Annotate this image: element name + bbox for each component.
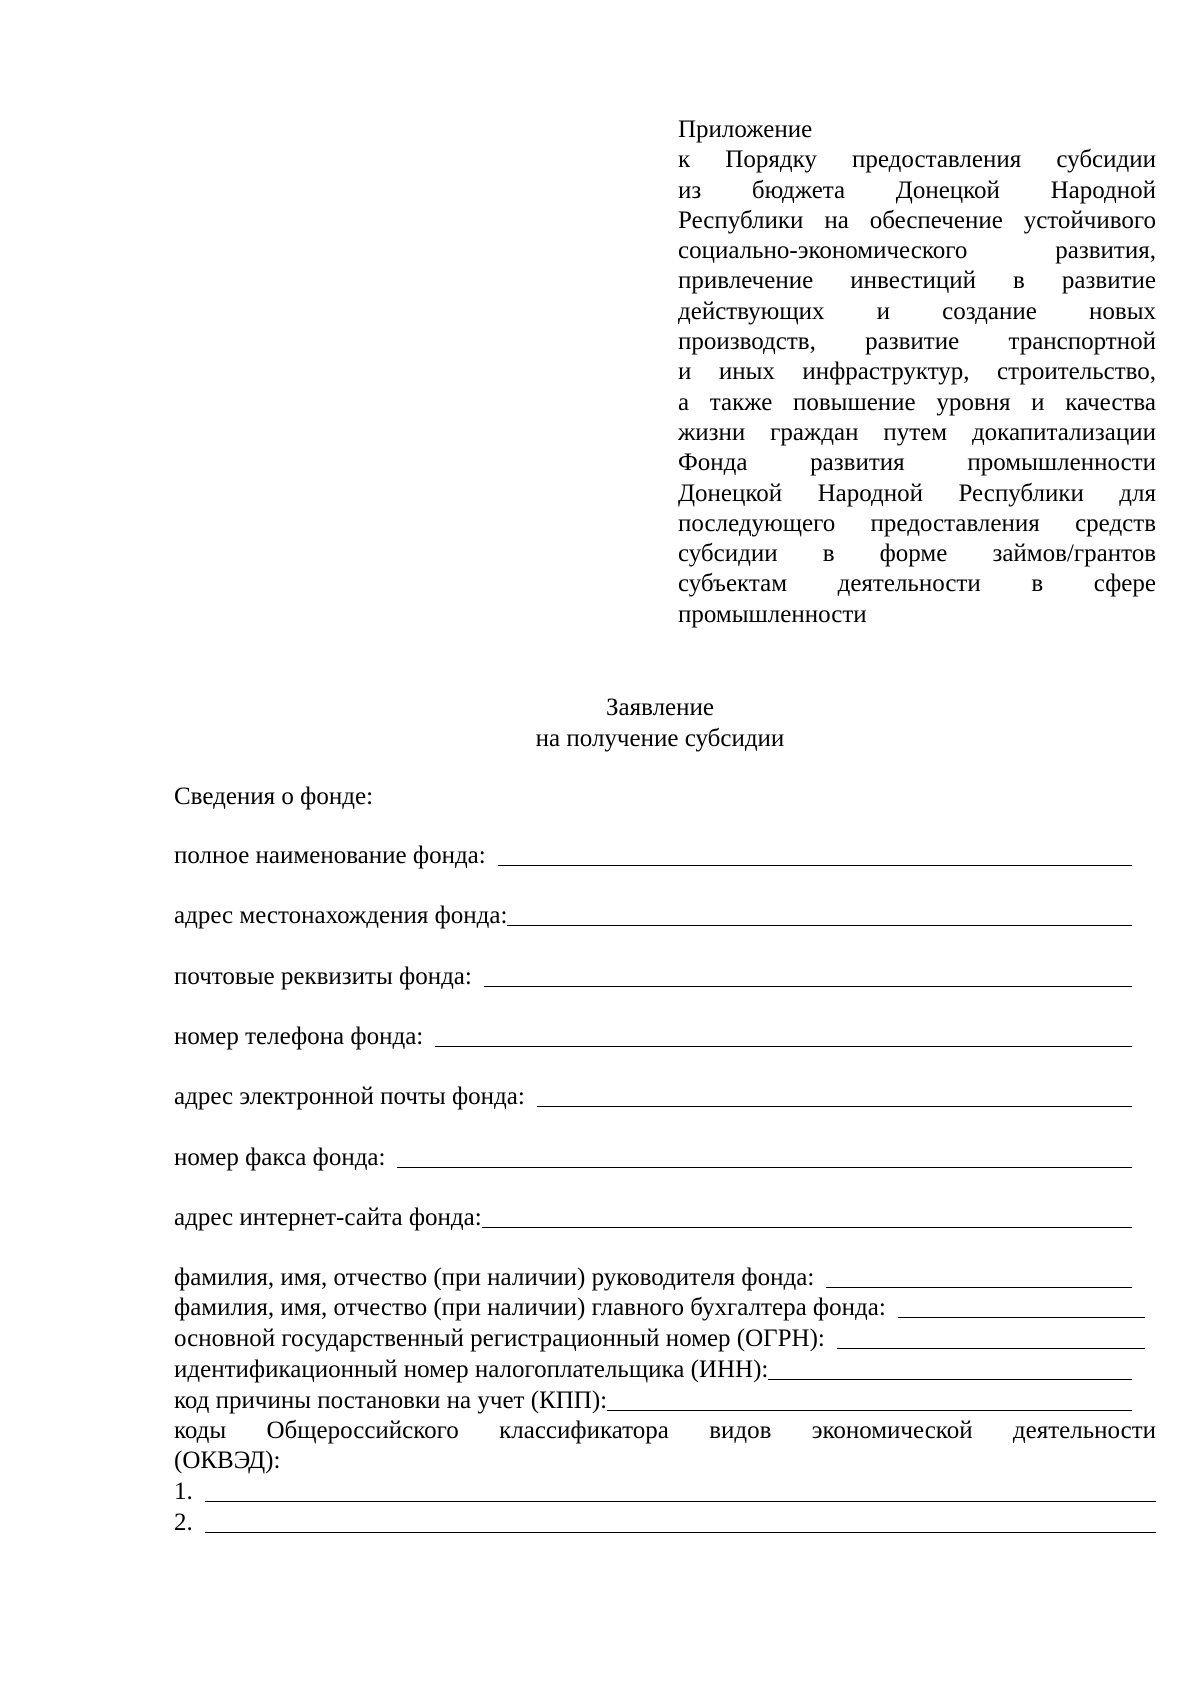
website-label: адрес интернет-сайта фонда: — [174, 1204, 482, 1231]
okved-item-1-number: 1. — [174, 1478, 193, 1505]
director-label: фамилия, имя, отчество (при наличии) руководителя фонда: — [174, 1264, 815, 1291]
document-subtitle: на получение субсидии — [535, 725, 785, 752]
kpp-field — [174, 1385, 1132, 1415]
appendix-line: Республики на обеспечение устойчивого — [678, 206, 1156, 234]
appendix-line: из бюджета Донецкой Народной — [678, 176, 1156, 204]
kpp-input-line[interactable] — [607, 1410, 1132, 1411]
phone-field — [174, 1021, 1132, 1051]
appendix-line: и иных инфраструктур, строительство, — [678, 358, 1156, 386]
appendix-line: субъектам деятельности в сфере — [678, 570, 1156, 598]
kpp-label: код причины постановки на учет (КПП): — [174, 1387, 608, 1414]
location-field — [174, 900, 1132, 930]
ogrn-label: основной государственный регистрационный номер (ОГРН): — [174, 1325, 825, 1352]
website-input-line[interactable] — [482, 1227, 1132, 1228]
okved-line1: коды Общероссийского классификатора видов экономической деятельности — [174, 1417, 1156, 1444]
appendix-block — [678, 115, 1156, 630]
postal-field — [174, 961, 1132, 991]
postal-input-line[interactable] — [484, 986, 1132, 987]
appendix-line: Фонда развития промышленности — [678, 449, 1156, 477]
phone-input-line[interactable] — [435, 1046, 1132, 1047]
appendix-line: а также повышение уровня и качества — [678, 388, 1156, 416]
location-input-line[interactable] — [507, 925, 1132, 926]
okved-item-1 — [174, 1476, 1156, 1506]
email-input-line[interactable] — [537, 1106, 1132, 1107]
appendix-line: Донецкой Народной Республики для — [678, 479, 1156, 507]
appendix-line: субсидии в форме займов/грантов — [678, 540, 1156, 568]
inn-input-line[interactable] — [768, 1379, 1132, 1380]
section-label: Сведения о фонде: — [174, 783, 374, 810]
appendix-line: социально-экономического развития, — [678, 237, 1156, 265]
full-name-input-line[interactable] — [498, 865, 1132, 866]
okved-item-2-input-line[interactable] — [205, 1532, 1156, 1533]
postal-label: почтовые реквизиты фонда: — [174, 963, 472, 990]
okved-line2: (ОКВЭД): — [174, 1447, 281, 1474]
appendix-line: промышленности — [678, 600, 867, 628]
email-label: адрес электронной почты фонда: — [174, 1083, 525, 1110]
appendix-line: жизни граждан путем докапитализации — [678, 418, 1156, 446]
phone-label: номер телефона фонда: — [174, 1023, 424, 1050]
okved-item-2-number: 2. — [174, 1509, 193, 1536]
full-name-label: полное наименование фонда: — [174, 842, 486, 869]
document-title: Заявление — [605, 694, 715, 721]
okved-item-1-input-line[interactable] — [205, 1501, 1156, 1502]
full-name-field — [174, 840, 1132, 870]
appendix-line: привлечение инвестиций в развитие — [678, 267, 1156, 295]
website-field — [174, 1202, 1132, 1232]
appendix-line: производств, развитие транспортной — [678, 328, 1156, 356]
ogrn-input-line[interactable] — [837, 1348, 1145, 1349]
accountant-label: фамилия, имя, отчество (при наличии) главного бухгалтера фонда: — [174, 1294, 886, 1321]
fax-label: номер факса фонда: — [174, 1144, 386, 1171]
appendix-line: последующего предоставления средств — [678, 509, 1156, 537]
appendix-line: к Порядку предоставления субсидии — [678, 146, 1156, 174]
email-field — [174, 1081, 1132, 1111]
appendix-line: Приложение — [678, 116, 813, 143]
fax-field — [174, 1142, 1132, 1172]
okved-intro — [174, 1416, 1156, 1476]
fax-input-line[interactable] — [397, 1167, 1132, 1168]
accountant-input-line[interactable] — [898, 1317, 1145, 1318]
location-label: адрес местонахождения фонда: — [174, 902, 508, 929]
ogrn-field — [174, 1323, 1145, 1353]
appendix-line: действующих и создание новых — [678, 297, 1156, 325]
okved-item-2 — [174, 1507, 1156, 1537]
inn-label: идентификационный номер налогоплательщика (ИНН): — [174, 1356, 769, 1383]
director-input-line[interactable] — [826, 1287, 1132, 1288]
accountant-field — [174, 1292, 1145, 1322]
director-field — [174, 1262, 1132, 1292]
inn-field — [174, 1354, 1132, 1384]
